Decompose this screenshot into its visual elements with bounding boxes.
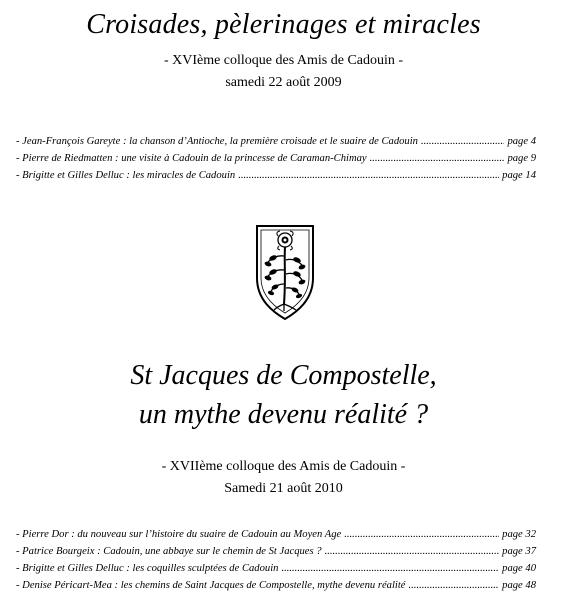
toc-entry-text: - Denise Péricart-Mea : les chemins de Saint Jacques de Compostelle, mythe devenu réalité [16, 580, 406, 591]
heraldic-shield-rose-tree-icon [253, 222, 317, 322]
section2-title-line2: un mythe devenu réalité ? [138, 399, 429, 430]
toc-entry-page: page 40 [502, 563, 536, 574]
toc-entry-text: - Brigitte et Gilles Delluc : les coquilles sculptées de Cadouin [16, 563, 279, 574]
section2-title-line1: St Jacques de Compostelle, [130, 360, 437, 391]
toc-leader-dots [325, 543, 500, 560]
toc-entry-page: page 37 [502, 546, 536, 557]
toc-leader-dots [421, 133, 504, 150]
toc-entry-page: page 4 [507, 136, 536, 147]
toc-entry-page: page 48 [502, 580, 536, 591]
section2-table-of-contents [16, 526, 536, 594]
toc-entry-page: page 9 [507, 153, 536, 164]
toc-leader-dots [281, 560, 499, 577]
toc-entry [16, 526, 536, 543]
toc-entry-page: page 14 [502, 170, 536, 181]
section1-title: Croisades, pèlerinages et miracles [86, 9, 481, 40]
section1-table-of-contents [16, 133, 536, 184]
toc-entry-text: - Jean-François Gareyte : la chanson d’Antioche, la première croisade et le suaire de Cadouin [16, 136, 418, 147]
toc-entry-page: page 32 [502, 529, 536, 540]
section1-date: samedi 22 août 2009 [225, 75, 342, 90]
section1-colloque: - XVIème colloque des Amis de Cadouin - [163, 53, 404, 68]
toc-entry [16, 543, 536, 560]
toc-entry [16, 577, 536, 594]
toc-entry [16, 133, 536, 150]
toc-entry [16, 167, 536, 184]
section2-colloque: - XVIIème colloque des Amis de Cadouin - [161, 459, 406, 474]
toc-leader-dots [238, 167, 499, 184]
toc-entry-text: - Brigitte et Gilles Delluc : les miracles de Cadouin [16, 170, 236, 181]
toc-leader-dots [344, 526, 499, 543]
toc-entry [16, 560, 536, 577]
toc-entry-text: - Pierre Dor : du nouveau sur l’histoire du suaire de Cadouin au Moyen Age [16, 529, 342, 540]
toc-entry [16, 150, 536, 167]
toc-leader-dots [370, 150, 505, 167]
toc-leader-dots [409, 577, 500, 594]
toc-entry-text: - Pierre de Riedmatten : une visite à Cadouin de la princesse de Caraman-Chimay [16, 153, 367, 164]
toc-entry-text: - Patrice Bourgeix : Cadouin, une abbaye sur le chemin de St Jacques ? [16, 546, 322, 557]
section2-date: Samedi 21 août 2010 [224, 481, 343, 496]
